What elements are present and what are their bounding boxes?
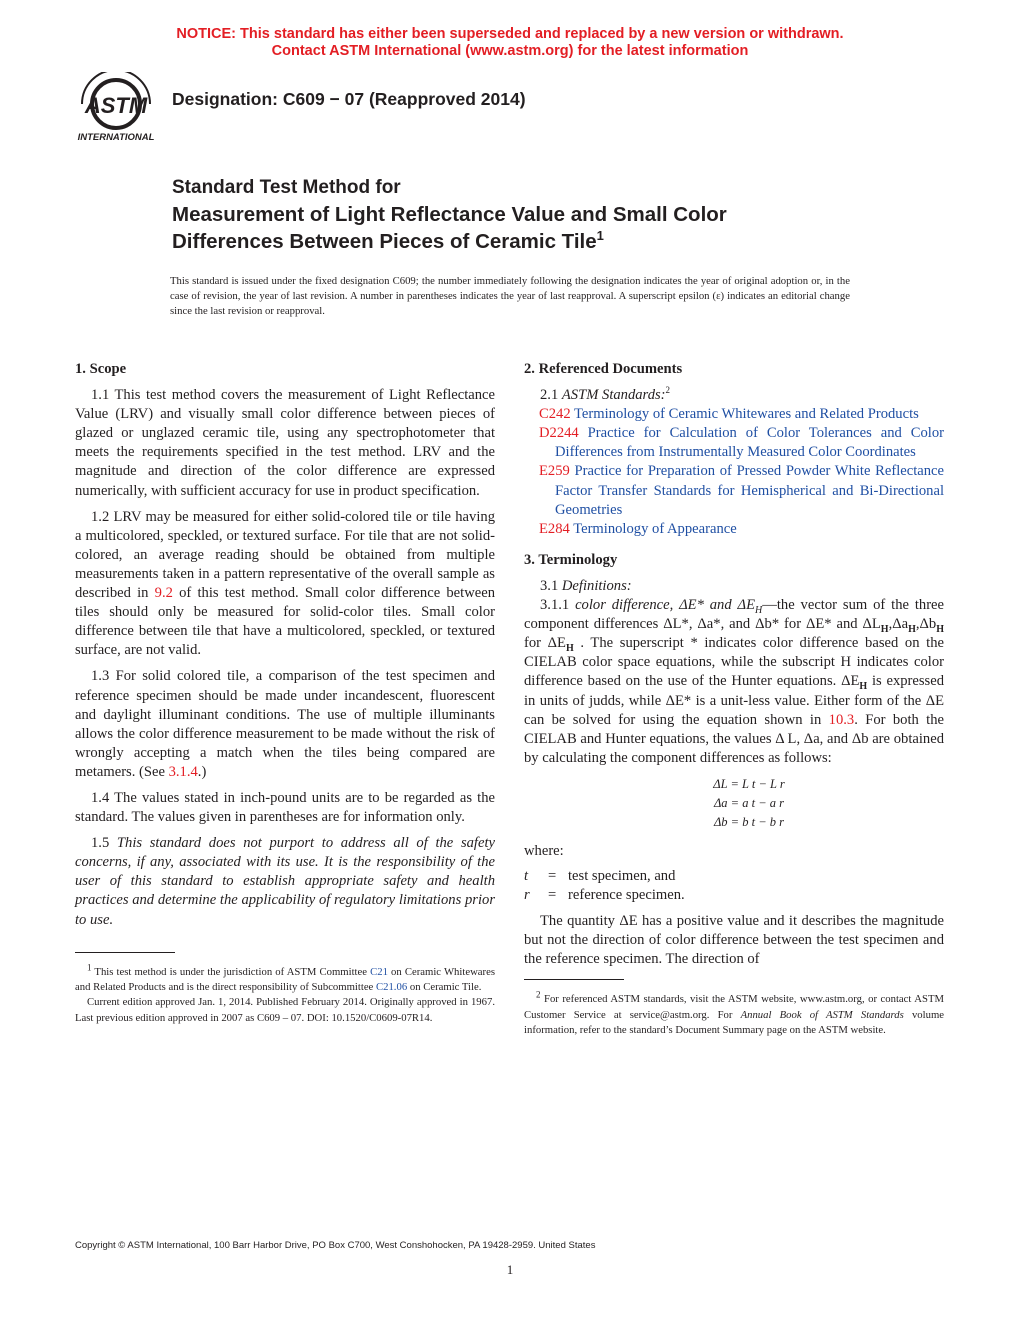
footnote-1-text-2: on Ceramic Whitewares and Related Products and is the direct responsibility of Subcommittee (75, 965, 495, 993)
equation-delta-l: ΔL = L t − L r (713, 776, 785, 791)
scope-1-3 (75, 667, 495, 782)
scope-1-1: 1.1 This test method covers the measurement of Light Reflectance Value (LRV) and visually small color difference between pieces of glazed or unglazed ceramic tile, using any spectrophotometer that meets the requirements specified in the test method. LRV and the magnitude and direction of the color difference are expressed numerically, with sufficient accuracy for use in product specification. (75, 387, 495, 499)
footnote-1 (75, 962, 495, 1026)
section-link-3-1-4[interactable]: 3.1.4 (168, 763, 198, 780)
symbol-definition-r (524, 886, 944, 905)
sub-h: H (936, 624, 944, 636)
sub-h: H (880, 624, 889, 636)
ref-code[interactable]: E259 (539, 463, 570, 480)
ref-title[interactable]: Practice for Calculation of Color Tolerances and Color Differences from Instrumentally Measured Color Coordinates (555, 425, 944, 461)
quantity-paragraph: The quantity ΔE has a positive value and it describes the magnitude but not the direction of color difference between the test specimen and the reference specimen. The direction of (524, 913, 944, 968)
refdocs-footnote-mark: 2 (665, 385, 671, 396)
ref-item-d2244[interactable] (524, 424, 944, 462)
equals: = (548, 867, 557, 884)
section-link-9-2[interactable]: 9.2 (154, 585, 173, 602)
footnote-2-mark: 2 (536, 989, 541, 1000)
title-line-1: Standard Test Method for (172, 177, 401, 198)
scope-1-3-text: 1.3 For solid colored tile, a comparison of the test specimen and reference specimen should be made under incandescent, fluorescent and daylight illuminant conditions. The use of multiple illuminants allows the color difference measurement to be made without the risk of wrongly accepting a match when the tiles being compared are metamers. (See (75, 668, 495, 780)
ref-code[interactable]: C242 (539, 406, 571, 423)
where-label: where: (524, 842, 564, 859)
refdocs-2-1-number: 2.1 (540, 387, 562, 404)
symbol-definition-t (524, 867, 944, 886)
def-text-b: ,Δa (888, 616, 909, 633)
equation-delta-a: Δa = a t − a r (713, 795, 785, 810)
scope-1-3-text-end: .) (197, 763, 207, 780)
def-term-sub: H (755, 604, 763, 616)
document-title (172, 174, 852, 255)
astm-logo (72, 72, 160, 144)
svg-text:INTERNATIONAL: INTERNATIONAL (77, 132, 155, 143)
section-link-10-3[interactable]: 10.3 (828, 711, 855, 728)
ref-title[interactable]: Terminology of Appearance (569, 520, 737, 537)
symbol: r (524, 887, 530, 904)
ref-title[interactable]: Terminology of Ceramic Whitewares and Related Products (570, 406, 919, 423)
scope-1-5-number: 1.5 (91, 835, 117, 852)
def-text-e: . The superscript * indicates color difference based on the CIELAB color space equations, while the subscript H indicates color difference based on the use of the Hunter equations. ΔE (524, 635, 944, 690)
ref-item-e284[interactable] (524, 520, 944, 539)
scope-1-2-text: 1.2 LRV may be measured for either solid-colored tile or tile having a multicolored, speckled, or textured surface. For tile that are not solid-colored, an average reading should be obtained from multiple measurements taken in a pattern representative of the overall sample as described in (75, 508, 495, 602)
sub-h: H (908, 624, 916, 636)
equation-delta-b: Δb = b t − b r (713, 814, 785, 829)
refdocs-2-1-title: ASTM Standards: (561, 387, 666, 404)
symbol-description: test specimen, and (568, 867, 676, 884)
footnote-1-edition: Current edition approved Jan. 1, 2014. Published February 2014. Originally approved in 1967. Last previous edition approved in 2007 as C609 – 07. DOI: 10.1520/C0609-07R14. (75, 996, 495, 1024)
def-number: 3.1.1 (540, 597, 576, 614)
terminology-3-1-title: Definitions: (561, 577, 632, 594)
footnote-divider (524, 979, 624, 980)
committee-link-c21[interactable]: C21 (370, 965, 388, 978)
scope-1-4: 1.4 The values stated in inch-pound units are to be regarded as the standard. The values given in parentheses are for information only. (75, 789, 495, 826)
symbol-description: reference specimen. (568, 887, 685, 904)
footnote-divider (75, 952, 175, 953)
designation: Designation: C609 − 07 (Reapproved 2014) (172, 89, 526, 109)
page-number: 1 (506, 1262, 514, 1277)
terminology-3-1-number: 3.1 (540, 577, 562, 594)
astm-logo-icon (72, 72, 160, 144)
scope-1-2 (75, 508, 495, 661)
ref-code[interactable]: D2244 (539, 425, 579, 442)
scope-1-2-text-end: of this test method. Small color difference between tiles should only be measured for solid-color tiles. Small color difference between tile that have a multicolored, speckled, or textured surface, are not valid. (75, 585, 495, 659)
ref-title[interactable]: Practice for Preparation of Pressed Powder White Reflectance Factor Transfer Standards for Hemispherical and Bi-Directional Geometries (555, 463, 944, 518)
preamble: This standard is issued under the fixed designation C609; the number immediately following the designation indicates the year of original adoption or, in the case of revision, the year of last revision. A number in parentheses indicates the year of last reapproval. A superscript epsilon (ε) indicates an editorial change since the last revision or reapproval. (170, 275, 850, 317)
footnote-1-text: This test method is under the jurisdiction of ASTM Committee (91, 965, 371, 978)
definition-color-difference (524, 596, 944, 768)
ref-code[interactable]: E284 (539, 520, 570, 537)
footnote-1-text-3: on Ceramic Tile. (407, 980, 482, 993)
footnote-1-mark: 1 (87, 962, 92, 973)
notice-line-1: NOTICE: This standard has either been superseded and replaced by a new version or withdrawn. (176, 26, 844, 42)
footnote-2-text: For referenced ASTM standards, visit the ASTM website, www.astm.org, or contact ASTM Customer Service at service@astm.org. For (524, 993, 944, 1021)
title-footnote-mark: 1 (596, 228, 604, 244)
left-column (75, 360, 495, 1026)
sub-h: H (859, 681, 868, 693)
ref-item-e259[interactable] (524, 462, 944, 519)
def-text-f: is expressed in units of judds, while ΔE* is a unit-less value. Either form of the ΔE can be solved for using the equation shown in (524, 673, 945, 728)
terminology-heading: 3. Terminology (524, 551, 618, 568)
svg-text:ASTM: ASTM (84, 93, 148, 118)
ref-item-c242[interactable] (524, 405, 944, 424)
refdocs-2-1 (524, 386, 944, 405)
notice-banner (0, 26, 1020, 60)
scope-heading: 1. Scope (75, 361, 127, 377)
refdocs-heading: 2. Referenced Documents (524, 361, 683, 377)
def-text-a: —the vector sum of the three component differences ΔL*, Δa*, and Δb* for ΔE* and ΔL (524, 597, 945, 633)
footnote-2-italic: Annual Book of ASTM Standards (740, 1008, 904, 1021)
scope-1-5 (75, 834, 495, 929)
footnote-2-text-end: volume information, refer to the standard’s Document Summary page on the ASTM website. (524, 1008, 945, 1037)
def-text-c: ,Δb (915, 616, 937, 633)
title-line-3: Differences Between Pieces of Ceramic Tile (172, 230, 597, 253)
symbol: t (524, 867, 529, 884)
def-text-g: . For both the CIELAB and Hunter equations, the values Δ L, Δa, and Δb are obtained by calculating the component differences as follows: (524, 711, 944, 766)
notice-line-2: Contact ASTM International (www.astm.org) for the latest information (271, 43, 749, 59)
sub-h: H (565, 643, 574, 655)
right-column (524, 360, 944, 1038)
terminology-3-1 (524, 577, 944, 596)
equals: = (548, 887, 557, 904)
def-term: color difference, ΔE* and ΔE (575, 597, 756, 614)
footnote-2 (524, 989, 945, 1038)
component-difference-equations (554, 775, 944, 832)
def-text-d: for ΔE (524, 635, 566, 652)
subcommittee-link-c21-06[interactable]: C21.06 (375, 980, 408, 993)
copyright: Copyright © ASTM International, 100 Barr Harbor Drive, PO Box C700, West Conshohocken, PA 19428-2959. United States (75, 1240, 596, 1251)
title-line-2: Measurement of Light Reflectance Value and Small Color (172, 203, 727, 226)
scope-1-5-text: This standard does not purport to address all of the safety concerns, if any, associated with its use. It is the responsibility of the user of this standard to establish appropriate safety and health practices and determine the applicability of regulatory limitations prior to use. (75, 835, 495, 928)
